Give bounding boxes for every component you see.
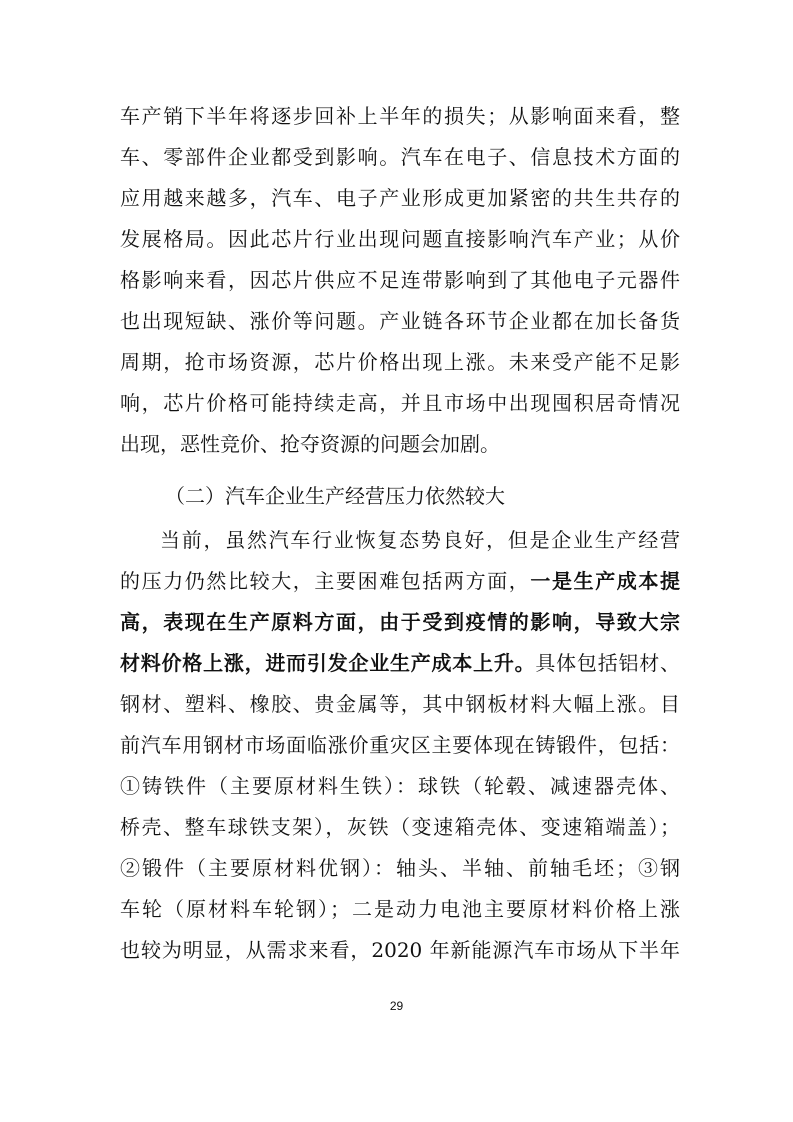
paragraph-line: 应用越来越多，汽车、电子产业形成更加紧密的共生共存的 bbox=[120, 186, 680, 210]
bold-paragraph-line: 高，表现在生产原料方面，由于受到疫情的影响，导致大宗 bbox=[120, 610, 680, 634]
paragraph-line: 前汽车用钢材市场面临涨价重灾区主要体现在铸锻件，包括： bbox=[120, 733, 680, 757]
paragraph-line: 响，芯片价格可能持续走高，并且市场中出现囤积居奇情况 bbox=[120, 391, 680, 415]
paragraph-line: 车、零部件企业都受到影响。汽车在电子、信息技术方面的 bbox=[120, 145, 680, 169]
paragraph-line: 格影响来看，因芯片供应不足连带影响到了其他电子元器件 bbox=[120, 268, 680, 292]
section-heading: （二）汽车企业生产经营压力依然较大 bbox=[165, 484, 505, 508]
bold-text-run: 材料价格上涨，进而引发企业生产成本上升。 bbox=[120, 651, 536, 675]
paragraph-line: 周期，抢市场资源，芯片价格出现上涨。未来受产能不足影 bbox=[120, 350, 680, 374]
bold-text-run: 一是生产成本提 bbox=[530, 569, 681, 593]
paragraph-line: 发展格局。因此芯片行业出现问题直接影响汽车产业；从价 bbox=[120, 227, 680, 251]
paragraph-line: 出现，恶性竞价、抢夺资源的问题会加剧。 bbox=[120, 432, 500, 456]
paragraph-line bbox=[120, 561, 680, 601]
paragraph-line: 桥壳、整车球铁支架），灰铁（变速箱壳体、变速箱端盖）； bbox=[120, 815, 680, 839]
paragraph-line: ②锻件（主要原材料优钢）：轴头、半轴、前轴毛坯；③钢 bbox=[120, 856, 680, 880]
paragraph-line: 也较为明显，从需求来看，2020 年新能源汽车市场从下半年 bbox=[120, 938, 680, 962]
paragraph-line: 车产销下半年将逐步回补上半年的损失；从影响面来看，整 bbox=[120, 104, 680, 128]
paragraph-line: 车轮（原材料车轮钢）；二是动力电池主要原材料价格上涨 bbox=[120, 897, 680, 921]
page-number: 29 bbox=[389, 999, 404, 1013]
text-run: 具体包括铝材、 bbox=[535, 651, 681, 675]
paragraph-line bbox=[120, 643, 680, 683]
text-run: 的压力仍然比较大，主要困难包括两方面， bbox=[120, 569, 531, 593]
paragraph-line: 钢材、塑料、橡胶、贵金属等，其中钢板材料大幅上涨。目 bbox=[120, 692, 680, 716]
paragraph-line: 当前，虽然汽车行业恢复态势良好，但是企业生产经营 bbox=[160, 528, 680, 552]
paragraph-line: 也出现短缺、涨价等问题。产业链各环节企业都在加长备货 bbox=[120, 309, 680, 333]
paragraph-line: ①铸铁件（主要原材料生铁）：球铁（轮毂、减速器壳体、 bbox=[120, 774, 680, 798]
